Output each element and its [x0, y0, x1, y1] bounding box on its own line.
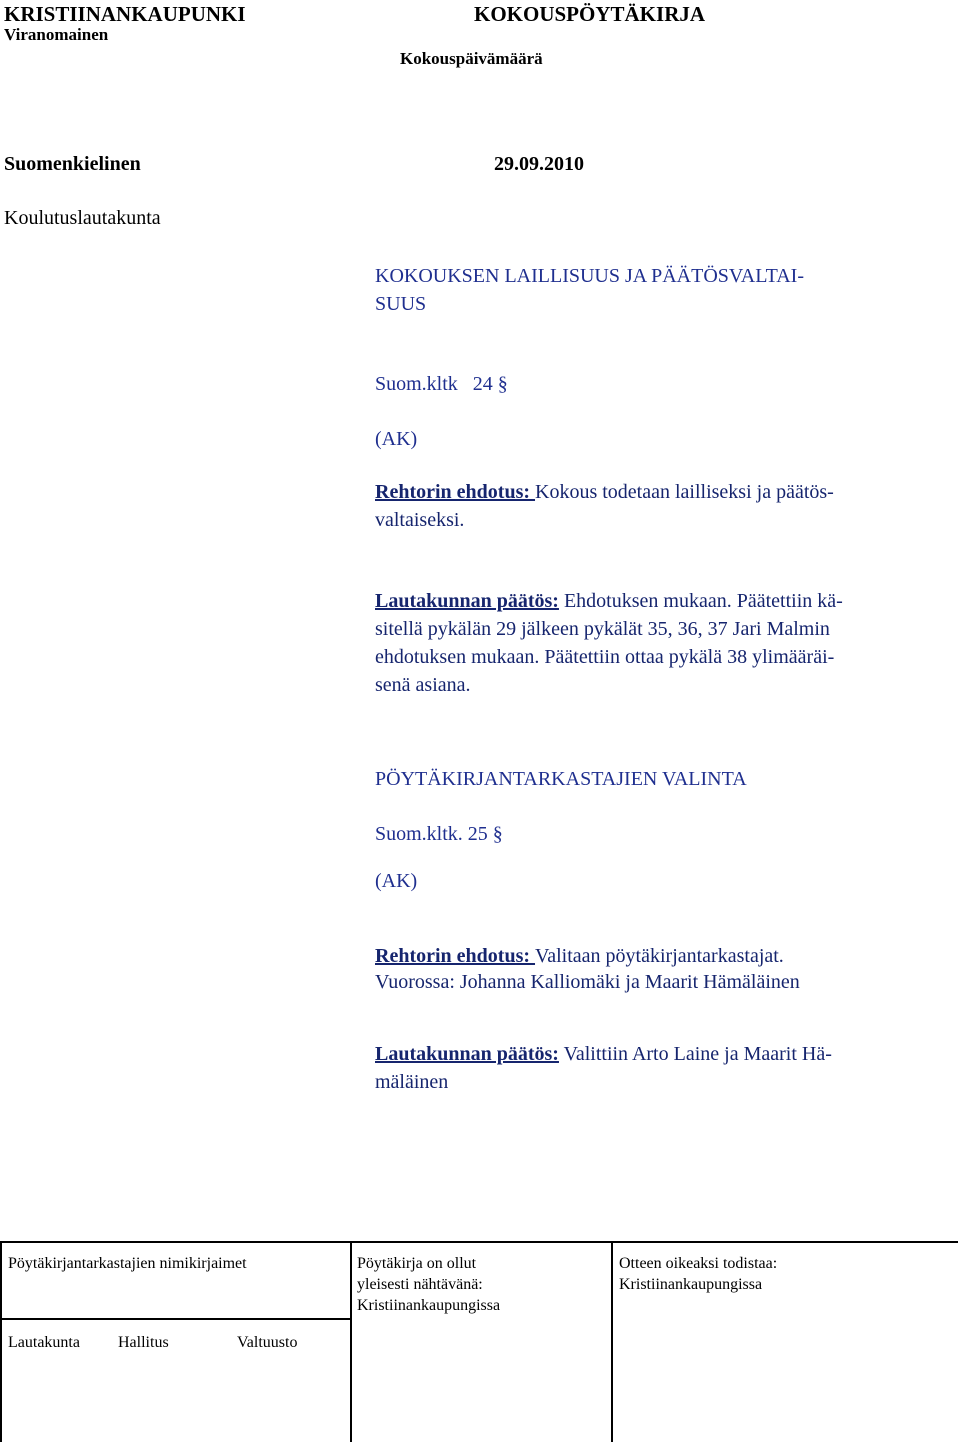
public-notice-line2: yleisesti nähtävänä:: [357, 1276, 483, 1293]
section1-decision: [375, 587, 843, 615]
decision-label: Lautakunnan päätös:: [375, 1043, 559, 1065]
decision-text: Ehdotuksen mukaan. Päätettiin kä-: [558, 590, 843, 612]
public-notice-line1: Pöytäkirja on ollut: [357, 1255, 477, 1272]
section2-ref: Suom.kltk. 25 §: [375, 823, 503, 845]
proposal-label: Rehtorin ehdotus:: [375, 481, 536, 503]
footer-divider-1: [350, 1241, 352, 1442]
footer-mid-border: [0, 1318, 352, 1320]
certify-line1: Otteen oikeaksi todistaa:: [619, 1255, 778, 1272]
section2-title: PÖYTÄKIRJANTARKASTAJIEN VALINTA: [375, 768, 747, 790]
section1-title-line2: SUUS: [375, 293, 427, 315]
initials-label: Pöytäkirjantarkastajien nimikirjaimet: [8, 1255, 247, 1272]
column-board: Lautakunta: [8, 1334, 80, 1351]
decision-text: Valittiin Arto Laine ja Maarit Hä-: [558, 1043, 832, 1065]
column-government: Hallitus: [118, 1334, 169, 1351]
authority-label: Viranomainen: [4, 25, 109, 44]
org-name: KRISTIINANKAUPUNKI: [4, 2, 246, 26]
proposal-label: Rehtorin ehdotus:: [375, 945, 536, 967]
meeting-date: 29.09.2010: [494, 153, 584, 175]
section1-decision-line3: ehdotuksen mukaan. Päätettiin ottaa pykälä 38 ylimääräi-: [375, 646, 835, 668]
footer-divider-2: [611, 1241, 613, 1442]
section2-initials: (AK): [375, 870, 418, 892]
authority-value: Suomenkielinen: [4, 153, 141, 175]
proposal-text: Kokous todetaan lailliseksi ja päätös-: [535, 481, 834, 503]
section1-ref: Suom.kltk 24 §: [375, 373, 508, 395]
proposal-text: Valitaan pöytäkirjantarkastajat.: [535, 945, 784, 967]
section1-decision-line2: sitellä pykälän 29 jälkeen pykälät 35, 36, 37 Jari Malmin: [375, 618, 830, 640]
decision-label: Lautakunnan päätös:: [375, 590, 559, 612]
column-council: Valtuusto: [237, 1334, 298, 1351]
section1-decision-line4: senä asiana.: [375, 674, 471, 696]
section1-proposal-line2: valtaiseksi.: [375, 509, 465, 531]
certify-line2: Kristiinankaupungissa: [619, 1276, 763, 1293]
date-label: Kokouspäivämäärä: [400, 49, 543, 68]
section1-initials: (AK): [375, 428, 418, 450]
footer-top-border: [0, 1241, 958, 1243]
section1-proposal: [375, 478, 834, 506]
section1-title-line1: KOKOUKSEN LAILLISUUS JA PÄÄTÖSVALTAI-: [375, 265, 804, 287]
section2-decision: [375, 1040, 832, 1068]
section2-proposal-line2: Vuorossa: Johanna Kalliomäki ja Maarit Hämäläinen: [375, 971, 800, 993]
board-name: Koulutuslautakunta: [4, 207, 161, 229]
footer-left-border: [0, 1241, 2, 1442]
public-notice-line3: Kristiinankaupungissa: [357, 1297, 501, 1314]
section2-proposal: [375, 942, 784, 970]
section2-decision-line2: mäläinen: [375, 1071, 449, 1093]
document-type: KOKOUSPÖYTÄKIRJA: [474, 2, 706, 26]
